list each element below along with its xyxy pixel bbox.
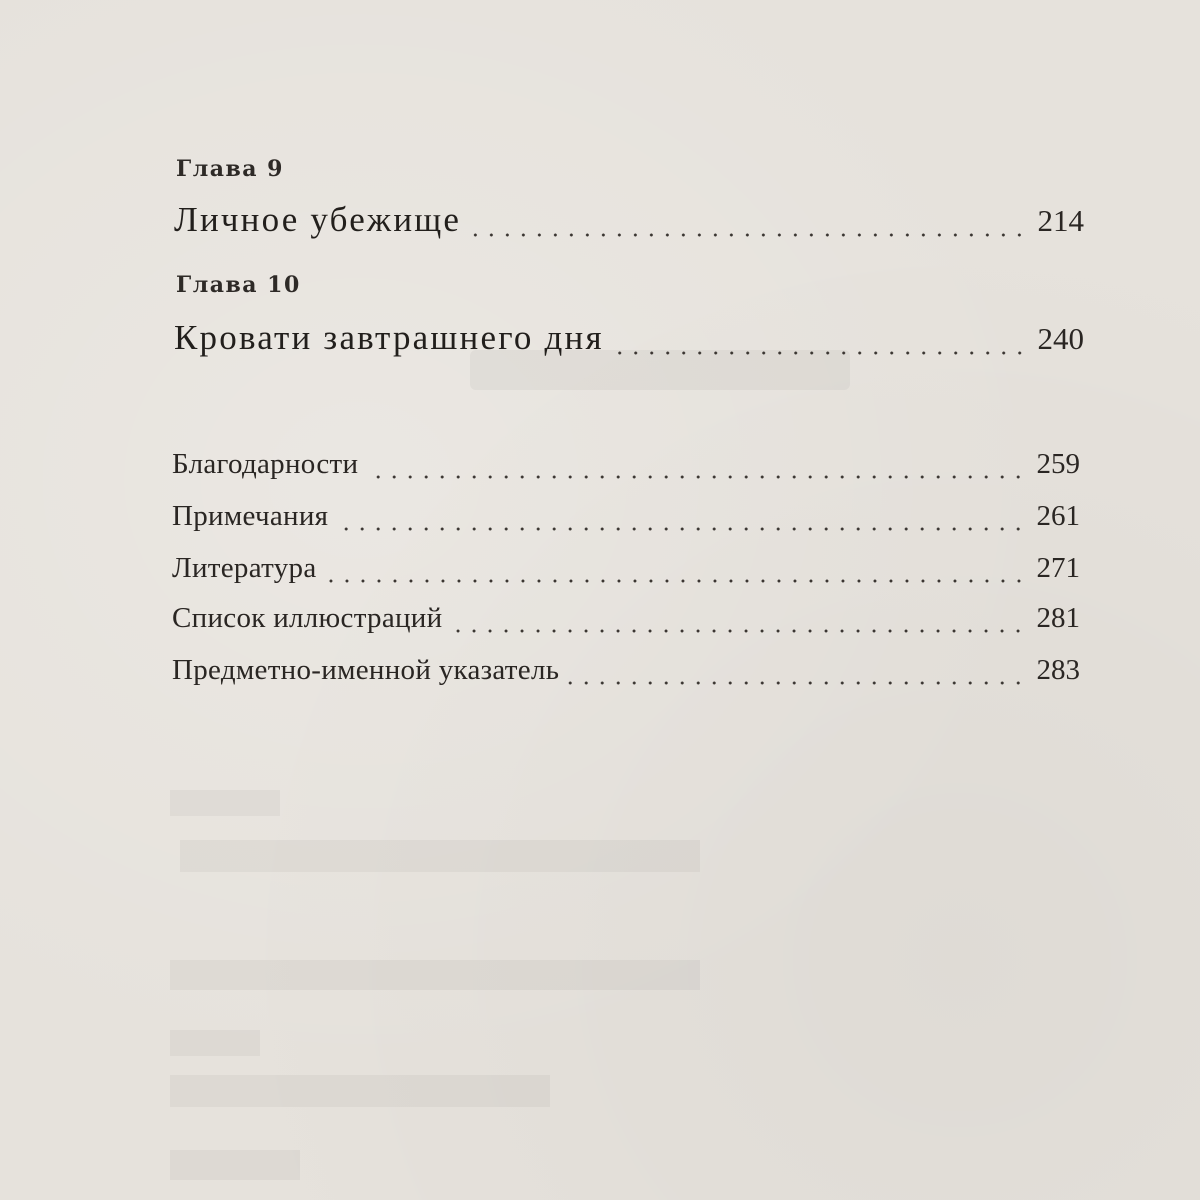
chapter-label: Глава 9: [176, 156, 284, 182]
dot-leader: [467, 233, 1027, 237]
dot-leader: [323, 579, 1027, 583]
toc-entry-illustrations[interactable]: [172, 602, 1080, 640]
show-through-shadow: [170, 790, 280, 816]
chapter-title: Кровати завтрашнего дня: [174, 318, 604, 357]
page-number: 281: [1036, 602, 1080, 634]
chapter-title: Личное убежище: [174, 200, 462, 239]
entry-title: Примечания: [172, 500, 329, 532]
show-through-shadow: [180, 840, 700, 872]
toc-entry-notes[interactable]: [172, 500, 1080, 538]
dot-leader: [364, 475, 1026, 479]
entry-title: Благодарности: [172, 448, 359, 480]
toc-entry-chapter-9[interactable]: [174, 200, 1084, 244]
toc-entry-chapter-10[interactable]: [174, 318, 1084, 362]
show-through-shadow: [170, 1030, 260, 1056]
page-number: 261: [1036, 500, 1080, 532]
page-number: 283: [1036, 654, 1080, 686]
entry-title: Литература: [172, 552, 317, 584]
show-through-shadow: [170, 1150, 300, 1180]
entry-title: Предметно-именной указатель: [172, 654, 560, 686]
dot-leader: [334, 527, 1026, 531]
dot-leader: [448, 629, 1026, 633]
toc-entry-bibliography[interactable]: [172, 552, 1080, 590]
page-number: 240: [1037, 321, 1084, 356]
dot-leader: [565, 681, 1026, 685]
page-number: 214: [1037, 203, 1084, 238]
show-through-shadow: [170, 960, 700, 990]
toc-entry-index[interactable]: [172, 654, 1080, 692]
page-number: 271: [1036, 552, 1080, 584]
chapter-label: Глава 10: [176, 272, 301, 298]
entry-title: Список иллюстраций: [172, 602, 443, 634]
show-through-shadow: [170, 1075, 550, 1107]
toc-entry-acknowledgements[interactable]: [172, 448, 1080, 486]
page-number: 259: [1036, 448, 1080, 480]
dot-leader: [610, 351, 1028, 355]
